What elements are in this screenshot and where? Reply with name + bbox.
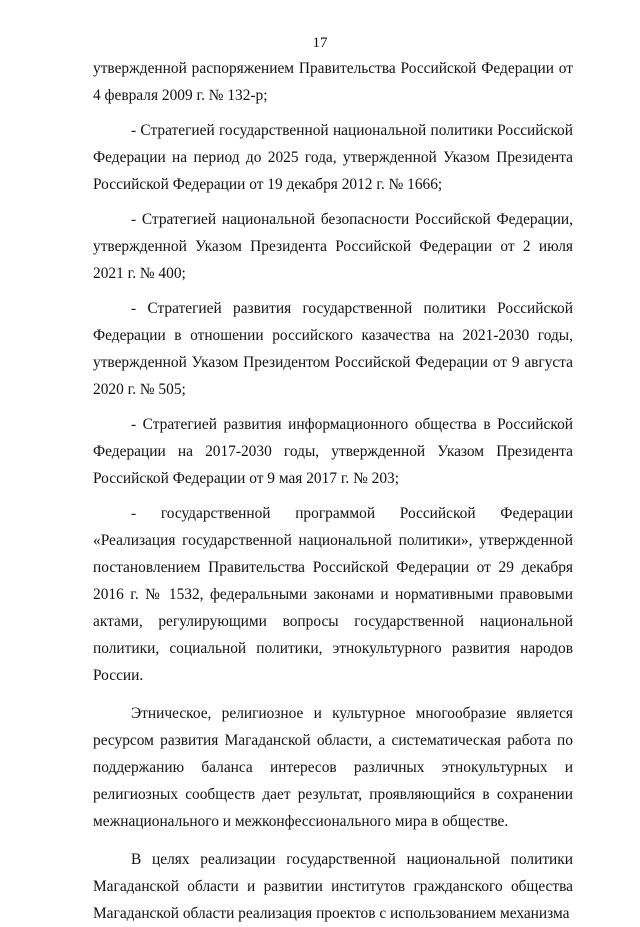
paragraph-strategy-national-policy: - Стратегией государственной национальной политики Российской Федерации на период до 2025 года, утвержденной Указом Президента Российской Федерации от 19 декабря 2012 г. № 1666; bbox=[93, 122, 573, 193]
paragraph-strategy-national-security: - Стратегией национальной безопасности Российской Федерации, утвержденной Указом Президента Российской Федерации от 2 июля 2021 г. № 400; bbox=[93, 211, 573, 282]
paragraph-strategy-information-society: - Стратегией развития информационного общества в Российской Федерации на 2017-2030 годы, утвержденной Указом Президента Российской Федерации от 9 мая 2017 г. № 203; bbox=[93, 416, 573, 487]
paragraph-strategy-cossacks: - Стратегией развития государственной политики Российской Федерации в отношении российского казачества на 2021-2030 годы, утвержденной Указом Президентом Российской Федерации от 9 августа 2020 г. № 505; bbox=[93, 300, 573, 398]
paragraph-continuation: утвержденной распоряжением Правительства Российской Федерации от 4 февраля 2009 г. № 132-р; bbox=[93, 60, 573, 104]
paragraph-policy-goals: В целях реализации государственной национальной политики Магаданской области и развитии институтов гражданского общества Магаданской области реализация проектов с использованием механизма bbox=[93, 851, 573, 922]
paragraph-ethnic-diversity: Этническое, религиозное и культурное многообразие является ресурсом развития Магаданской области, а систематическая работа по поддержанию баланса интересов различных этнокультурных и религиозных сообществ дает результат, проявляющийся в сохранении межнационального и межконфессионального мира в обществе. bbox=[93, 705, 573, 830]
paragraph-state-program: - государственной программой Российской Федерации «Реализация государственной национальной политики», утвержденной постановлением Правительства Российской Федерации от 29 декабря 2016 г. № 1532, федеральными законами и нормативными правовыми актами, регулирующими вопросы государственной национальной политики, социальной политики, этнокультурного развития народов России. bbox=[93, 505, 573, 684]
document-body bbox=[93, 55, 573, 927]
page-number: 17 bbox=[312, 35, 328, 51]
